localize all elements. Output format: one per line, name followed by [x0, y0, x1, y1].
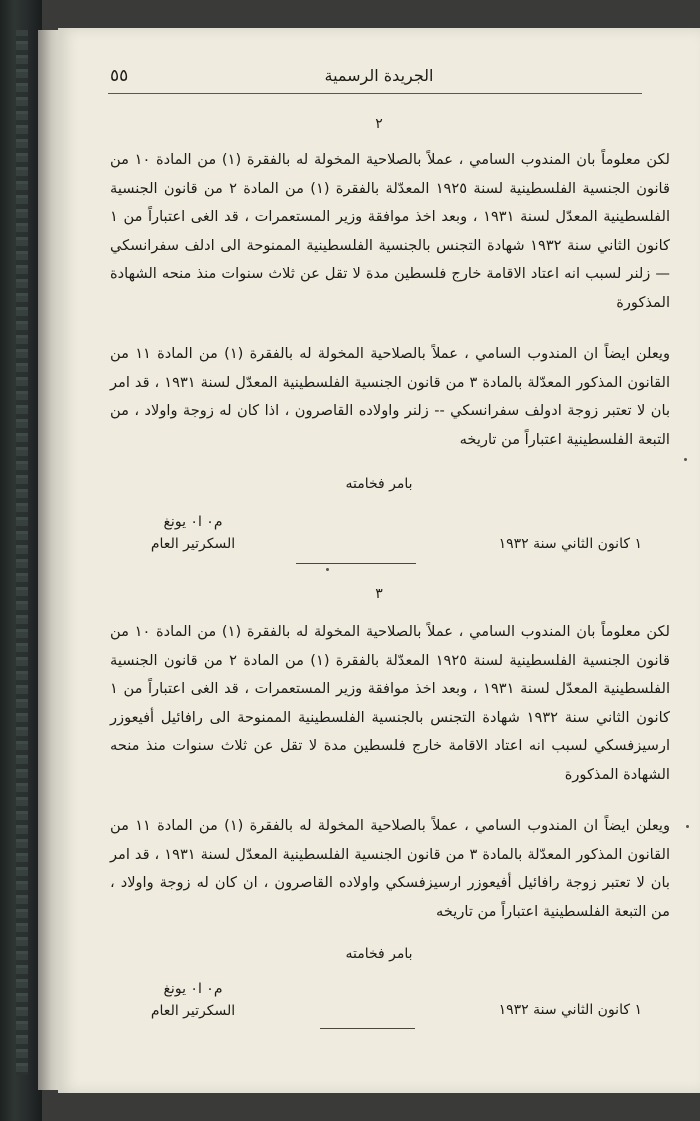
signer-name: م٠ ا٠ يونغ: [163, 981, 223, 997]
binding-cloth: [16, 30, 28, 1075]
print-speck: [326, 568, 329, 571]
notice-number: ٣: [375, 586, 383, 602]
print-speck: [684, 458, 687, 461]
signature-block: [128, 978, 258, 1022]
print-speck: [686, 825, 689, 828]
signer-title: السكرتير العام: [150, 536, 236, 552]
header-rule: [108, 93, 642, 94]
notice-paragraph: لكن معلوماً بان المندوب السامي ، عملاً بالصلاحية المخولة له بالفقرة (١) من المادة ١٠ من قانون الجنسية الفلسطينية لسنة ١٩٢٥ المعدّلة بالفقرة (١) من المادة ٢ من قانون الجنسية الفلسطينية المعدّل لسنة ١٩٣١ ، وبعد اخذ موافقة وزير المستعمرات ، قد الغى اعتباراً من ١ كانون الثاني سنة ١٩٣٢ شهادة التجنس بالجنسية الفلسطينية الممنوحة الى رافائيل أفيعوزر ارسيزفسكي لسبب انه اعتاد الاقامة خارج فلسطين مدة لا تقل عن ثلاث سنوات منذ منحه الشهادة المذكورة: [110, 623, 670, 783]
gazette-page: [58, 28, 700, 1093]
order-line: بامر فخامته: [345, 946, 413, 962]
notice-date: ١ كانون الثاني سنة ١٩٣٢: [498, 536, 642, 552]
signer-name: م٠ ا٠ يونغ: [163, 514, 223, 530]
notice-paragraph: لكن معلوماً بان المندوب السامي ، عملاً بالصلاحية المخولة له بالفقرة (١) من المادة ١٠ من قانون الجنسية الفلسطينية لسنة ١٩٢٥ المعدّلة بالفقرة (١) من المادة ٢ من قانون الجنسية الفلسطينية المعدّل لسنة ١٩٣١ ، وبعد اخذ موافقة وزير المستعمرات ، قد الغى اعتباراً من ١ كانون الثاني سنة ١٩٣٢ شهادة التجنس بالجنسية الفلسطينية الممنوحة الى ادلف سفرانسكي — زلنر لسبب انه اعتاد الاقامة خارج فلسطين مدة لا تقل عن ثلاث سنوات منذ منحه الشهادة المذكورة: [110, 151, 670, 311]
notice-date: ١ كانون الثاني سنة ١٩٣٢: [498, 1002, 642, 1018]
notice-paragraph: ويعلن ايضاً ان المندوب السامي ، عملاً بالصلاحية المخولة له بالفقرة (١) من المادة ١١ من القانون المذكور المعدّلة بالمادة ٣ من قانون الجنسية الفلسطينية المعدّل لسنة ١٩٣١ ، قد امر بان لا تعتبر زوجة ادولف سفرانسكي -- زلنر واولاده القاصرون ، اذا كان له زوجة واولاد ، من التبعة الفلسطينية اعتباراً من تاريخه: [110, 345, 671, 448]
page-number: ٥٥: [110, 66, 129, 86]
book-binding: [0, 0, 42, 1121]
notice-paragraph: ويعلن ايضاً ان المندوب السامي ، عملاً بالصلاحية المخولة له بالفقرة (١) من المادة ١١ من القانون المذكور المعدّلة بالمادة ٣ من قانون الجنسية الفلسطينية المعدّل لسنة ١٩٣١ ، قد امر بان لا تعتبر زوجة رافائيل أفيعوزر ارسيزفسكي واولاده القاصرون ، ان كان له زوجة واولاد ، من التبعة الفلسطينية اعتباراً من تاريخه: [110, 817, 671, 920]
signer-title: السكرتير العام: [150, 1003, 236, 1019]
page-stack-edge: [38, 30, 60, 1090]
section-divider: [320, 1028, 415, 1029]
page-title: الجريدة الرسمية: [324, 66, 434, 85]
order-line: بامر فخامته: [345, 476, 413, 492]
signature-block: [128, 511, 258, 555]
section-divider: [296, 563, 416, 564]
notice-number: ٢: [375, 116, 383, 132]
